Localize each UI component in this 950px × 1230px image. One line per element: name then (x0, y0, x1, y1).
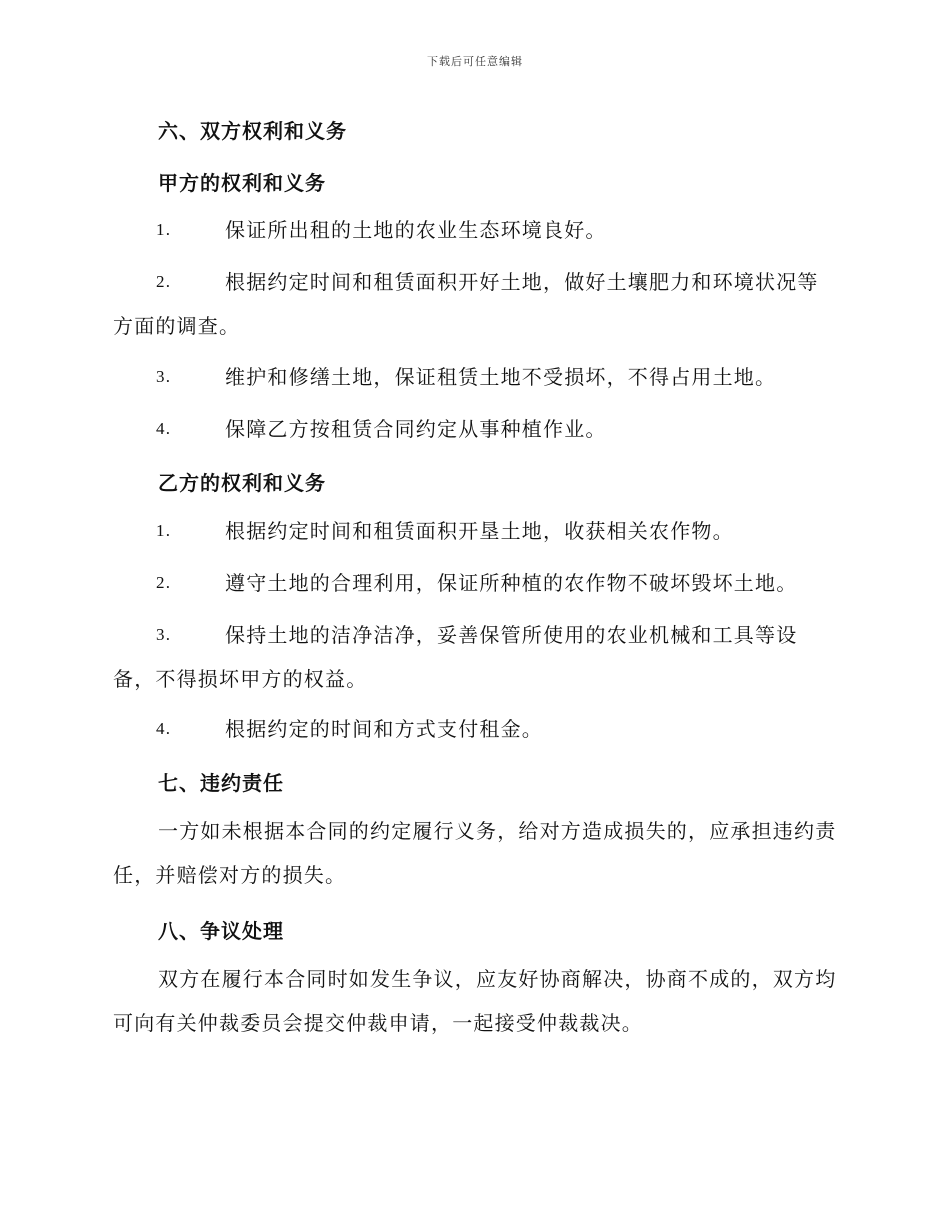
item-text: 根据约定时间和租赁面积开好土地，做好土壤肥力和环境状况等方面的调查。 (113, 270, 819, 338)
party-a-item-1 (113, 208, 837, 252)
item-text: 遵守土地的合理利用，保证所种植的农作物不破坏毁坏土地。 (225, 571, 798, 595)
section-six-title: 六、双方权利和义务 (158, 119, 347, 143)
party-a-title: 甲方的权利和义务 (158, 171, 326, 195)
party-b-title: 乙方的权利和义务 (158, 471, 326, 495)
item-text: 根据约定的时间和方式支付租金。 (225, 717, 543, 741)
party-a-item-2 (113, 260, 837, 348)
item-text: 保持土地的洁净洁净，妥善保管所使用的农业机械和工具等设备，不得损坏甲方的权益。 (113, 623, 798, 691)
party-a-item-3 (113, 355, 837, 399)
page-header-note: 下载后可任意编辑 (427, 55, 523, 68)
item-number: 1. (156, 521, 172, 540)
party-b-item-2 (113, 561, 837, 605)
item-number: 3. (156, 625, 172, 644)
section-eight-body: 双方在履行本合同时如发生争议，应友好协商解决，协商不成的，双方均可向有关仲裁委员会提交仲裁申请，一起接受仲裁裁决。 (113, 967, 837, 1035)
item-text: 根据约定时间和租赁面积开垦土地，收获相关农作物。 (225, 519, 734, 543)
item-number: 2. (156, 272, 172, 291)
item-number: 3. (156, 367, 172, 386)
party-b-item-1 (113, 509, 837, 553)
item-text: 维护和修缮土地，保证租赁土地不受损坏，不得占用土地。 (225, 365, 777, 389)
item-number: 4. (156, 419, 172, 438)
item-number: 1. (156, 220, 172, 239)
party-a-item-4 (113, 407, 837, 451)
section-eight-title: 八、争议处理 (158, 919, 284, 943)
item-number: 2. (156, 573, 172, 592)
item-text: 保证所出租的土地的农业生态环境良好。 (225, 218, 607, 242)
section-seven-body: 一方如未根据本合同的约定履行义务，给对方造成损失的，应承担违约责任，并赔偿对方的损失。 (113, 819, 837, 887)
party-b-item-4 (113, 707, 837, 751)
item-number: 4. (156, 719, 172, 738)
item-text: 保障乙方按租赁合同约定从事种植作业。 (225, 417, 607, 441)
section-seven-title: 七、违约责任 (158, 771, 284, 795)
party-b-item-3 (113, 613, 837, 701)
